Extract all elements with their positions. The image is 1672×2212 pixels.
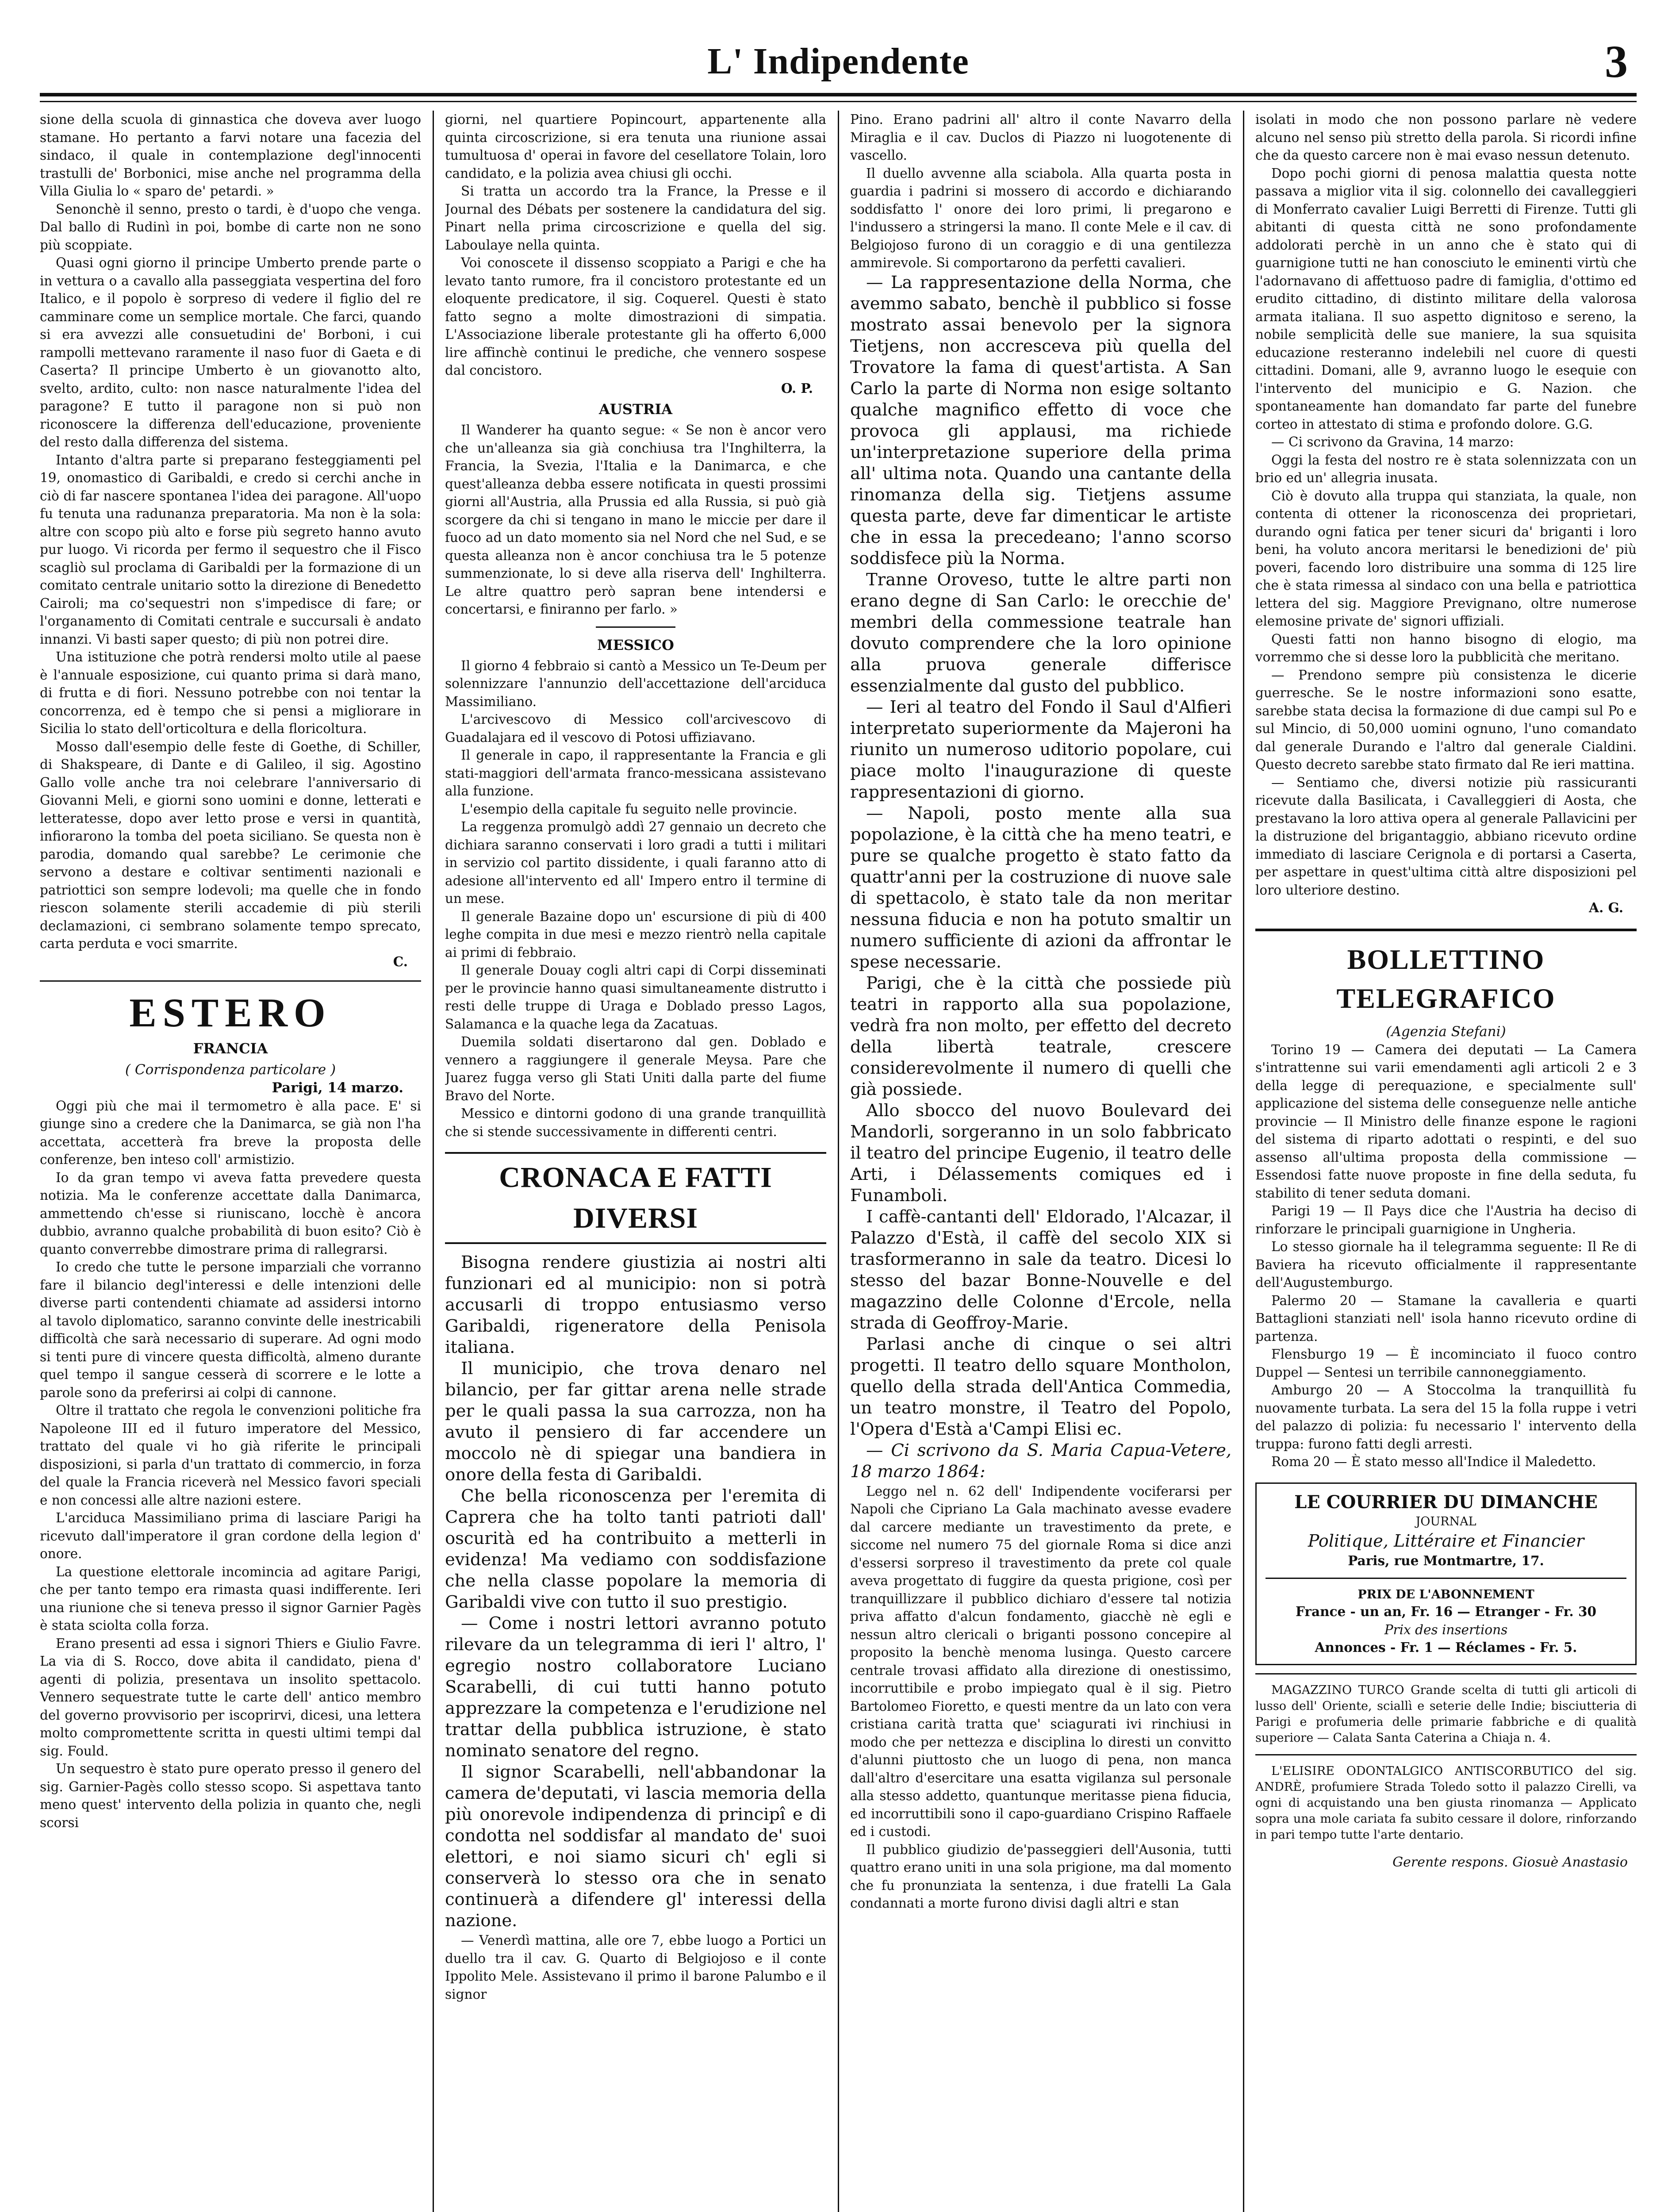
paragraph: L'arcivescovo di Messico coll'arcivescovo di Guadalajara ed il vescovo di Potosi uffiziavano.	[445, 712, 826, 745]
paragraph: I caffè-cantanti dell' Eldorado, l'Alcazar, il Palazzo d'Està, il caffè del secolo XIX si trasformeranno in sale da teatro. Dicesi lo stesso del bazar Bonne-Nouvelle e del magazzino delle Colonne d'Ercole, nella strada di Geoffroy-Marie.	[850, 1206, 1231, 1333]
newspaper-page	[40, 27, 1637, 2212]
paragraph: Parigi 19 — Il Pays dice che l'Austria ha deciso di rinforzare le principali guarnigione in Ungheria.	[1255, 1203, 1637, 1237]
paragraph: Si tratta un accordo tra la France, la Presse e il Journal des Débats per sostenere la candidatura del sig. Pinart nella prima circoscrizione e quella del sig. Laboulaye nella quinta.	[445, 184, 826, 253]
paragraph: Ciò è dovuto alla truppa qui stanziata, la quale, non contenta di ottener la riconoscenza dei proprietari, durando ogni fatica per tener sicuri da' briganti i loro beni, ha voluto ancora meritarsi le benedizioni de' più poveri, facendo loro distribuire una somma di 125 lire che è stata rimessa al sindaco con una bella e patriottica lettera del sig. Maggiore Prevignano, oltre numerose elemosine private de' signori uffiziali.	[1255, 488, 1637, 629]
paragraph: Duemila soldati disertarono dal gen. Doblado e vennero a raggiungere il generale Meysa. Pare che Juarez fugga verso gli Stati Uniti dalla parte del fiume Bravo del Norte.	[445, 1034, 826, 1103]
page-number: 3	[1605, 36, 1628, 87]
paragraph: Oltre il trattato che regola le convenzioni politiche fra Napoleone III ed il futuro imperatore del Messico, trattato del quale vi ho già riferite le principali disposizioni, si parla d'un trattato di commercio, in forza del quale la Francia riceverà nel Messico favori speciali e non concessi alle altre nazioni estere.	[40, 1403, 421, 1508]
paragraph: La reggenza promulgò addì 27 gennaio un decreto che dichiara saranno conservati i loro gradi a tutti i militari in servizio col partito dissidente, i quali faranno atto di adesione all'intervento ed all' Impero entro il termine di un mese.	[445, 819, 826, 906]
correspondence-note: ( Corrispondenza particolare )	[125, 1062, 336, 1078]
paragraph: — Come i nostri lettori avranno potuto rilevare da un telegramma di ieri l' altro, l' egregio nostro collaboratore Luciano Scarabelli, di cui tutti hanno potuto apprezzare la competenza e l'erudizione nel trattar della pubblica istruzione, è stato nominato senatore del regno.	[445, 1613, 826, 1761]
ad-annonces: Annonces - Fr. 1 — Réclames - Fr. 5.	[1315, 1640, 1577, 1655]
advertisement: L'ELISIRE ODONTALGICO ANTISCORBUTICO del sig. ANDRÈ, profumiere Strada Toledo sotto il palazzo Cirelli, va ogni di acquistando una ben giusta rinomanza — Applicato sopra una mole cariata fa subito cessare il dolore, rinforzando in pari tempo tutte l'arte dentario.	[1255, 1764, 1637, 1842]
paragraph: Allo sbocco del nuovo Boulevard dei Mandorli, sorgeranno in un solo fabbricato il teatro del principe Eugenio, il teatro delle Arti, i Délassements comiques ed i Funamboli.	[850, 1100, 1231, 1206]
newspaper-title: L' Indipendente	[707, 41, 969, 82]
ad-title: LE COURRIER DU DIMANCHE	[1294, 1491, 1598, 1513]
paragraph: Erano presenti ad essa i signori Thiers e Giulio Favre. La via di S. Rocco, dove abita il candidato, piena d' agenti di polizia, presentava un insolito spettacolo. Vennero sequestrate tutte le carte dell' antico membro del governo provvisorio per iscoprirvi, dicesi, una lettera molto compromettente scritta in questi ultimi tempi dal sig. Fould.	[40, 1636, 421, 1759]
paragraph: Oggi la festa del nostro re è stata solennizzata con un brio ed un' allegria inusata.	[1255, 452, 1637, 485]
ad-journal: JOURNAL	[1415, 1514, 1476, 1528]
paragraph: — Prendono sempre più consistenza le dicerie guerresche. Se le nostre informazioni sono esatte, sarebbe stata decisa la formazione di due campi sul Po e sul Mincio, di 50,000 uomini ognuno, l'uno comandato dal generale Durando e l'altro dal generale Cialdini. Questo decreto sarebbe stato firmato dal Re ieri mattina.	[1255, 667, 1637, 772]
paragraph: Quasi ogni giorno il principe Umberto prende parte o in vettura o a cavallo alla passeggiata vespertina del foro Italico, e il popolo è sorpreso di vedere il figlio del re camminare come un semplice mortale. Che farci, quando si era avvezzi alle consuetudini de' Borboni, i cui rampolli mettevano raramente il naso fuor di Gaeta e di Caserta? Il principe Umberto è un giovanotto alto, svelto, ardito, culto: non nasce naturalmente l'idea del paragone? E tutto il paragone non si può non riconoscere la differenza dell'educazione, proveniente del resto dalla differenza del sistema.	[40, 255, 421, 449]
advertisement-courrier	[1255, 1482, 1637, 1665]
paragraph: Un sequestro è stato pure operato presso il genero del sig. Garnier-Pagès collo stesso scopo. Si aspettava tanto meno quest' intervento della polizia in quanto che, negli scorsi	[40, 1761, 421, 1830]
advertisement: MAGAZZINO TURCO Grande scelta di tutti gli articoli di lusso dell' Oriente, sciallì e seterie delle Indie; bisciutteria di Parigi e profumeria delle primarie fabbriche e di qualità superiore — Calata Santa Caterina a Chiaja n. 4.	[1255, 1683, 1637, 1745]
column-2	[445, 111, 826, 2212]
section-heading-estero: ESTERO	[40, 980, 421, 1035]
agency-note: (Agenzia Stefani)	[1386, 1023, 1506, 1040]
paragraph: — Ieri al teatro del Fondo il Saul d'Alfieri interpretato superiormente da Majeroni ha riunito un numeroso uditorio popolare, cui piace molto l'inaugurazione di queste rappresentazioni di giorno.	[850, 697, 1231, 802]
paragraph: Parlasi anche di cinque o sei altri progetti. Il teatro dello square Montholon, quello della strada dell'Antica Commedia, un teatro monstre, il Teatro del Popolo, l'Opera d'Està a'Campi Elisi ec.	[850, 1334, 1231, 1439]
paragraph: — Ci scrivono da Gravina, 14 marzo:	[1271, 434, 1514, 449]
dateline: Parigi, 14 marzo.	[272, 1080, 403, 1096]
ad-price-line: France - un an, Fr. 16 — Etranger - Fr. 30	[1296, 1604, 1596, 1619]
ad-subtitle: Politique, Littéraire et Financier	[1308, 1531, 1584, 1551]
paragraph: Il municipio, che trova denaro nel bilancio, per far gittar arena nelle strade per le quali passa la sua carrozza, non ha avuto il pensiero di far accendere un moccolo nè di spiegar una bandiera in onore della festa di Garibaldi.	[445, 1359, 826, 1485]
paragraph: Tranne Oroveso, tutte le altre parti non erano degne di San Carlo: le orecchie de' membri della commessione teatrale han dovuto comprendere che la loro opinione alla pruova generale differisce essenzialmente dal gusto del pubblico.	[850, 569, 1231, 696]
paragraph: Voi conoscete il dissenso scoppiato a Parigi e che ha levato tanto rumore, fra il concistoro protestante ed un eloquente predicatore, il sig. Coquerel. Questi è stato fatto segno a molte dimostrazioni di simpatia. L'Associazione liberale protestante gli ha offerto 6,000 lire affinchè continui le prediche, che vennero sospese dal concistoro.	[445, 255, 826, 378]
paragraph: Pino. Erano padrini all' altro il conte Navarro della Miraglia e il cav. Duclos di Piazzo ni luogotenente di vascello.	[850, 112, 1231, 163]
paragraph: Il duello avvenne alla sciabola. Alla quarta posta in guardia i padrini si mossero di accordo e dichiarando soddisfatto l' onore dei loro primi, li pregarono e l'indussero a stringersi la mano. Il conte Mele e il cav. di Belgiojoso furono di un coraggio e di una gentilezza ammirevole. Si comportarono da perfetti cavalieri.	[850, 165, 1231, 270]
paragraph: — Sentiamo che, diversi notizie più rassicuranti ricevute dalla Basilicata, i Cavalleggieri di Aosta, che prestavano la loro attiva opera al generale Pallavicini per la distruzione del brigantaggio, abbiano ricevuto ordine immediato di lasciare Cerignola e di portarsi a Caserta, per aspettare in quest'ultima città altre disposizioni pel loro ulteriore destino.	[1255, 775, 1637, 898]
masthead	[40, 27, 1637, 96]
paragraph: La questione elettorale incomincia ad agitare Parigi, che per tanto tempo era rimasta quasi indifferente. Ieri una riunione che si teneva presso il signor Garnier Pagès è stata sciolta colla forza.	[40, 1564, 421, 1633]
section-heading-bollettino: BOLLETTINO TELEGRAFICO	[1255, 929, 1637, 1018]
paragraph: Il Wanderer ha quanto segue: « Se non è ancor vero che un'alleanza sia già conchiusa tra l'Inghilterra, la Francia, la Svezia, l'Italia e la Danimarca, e che quest'alleanza debba essere notificata in questi prossimi giorni all'Austria, alla Prussia ed alla Russia, si può già scorgere da chi si tengano in mano le miccie per dare il fuoco ad un dato momento sia nel Nord che nel Sud, e se questa alleanza non è ancor conchiusa tra le 5 potenze summenzionate, lo si deve alla riserva dell' Inghilterra. Le altre quattro però sapran bene intendersi e concertarsi, e finiranno per farlo. »	[445, 422, 826, 617]
columns	[40, 111, 1637, 2212]
column-divider	[433, 111, 434, 2212]
paragraph: Amburgo 20 — A Stoccolma la tranquillità fu nuovamente turbata. La sera del 15 la folla ruppe i vetri del palazzo di polizia: fu necessario l' intervento della truppa: furono fatti degli arresti.	[1255, 1382, 1637, 1452]
column-divider	[1243, 111, 1244, 2212]
masthead-rule	[40, 101, 1637, 102]
paragraph: Messico e dintorni godono di una grande tranquillità che si stende successivamente in differenti centri.	[445, 1106, 826, 1139]
column-3	[850, 111, 1231, 2212]
paragraph: Oggi più che mai il termometro è alla pace. E' si giunge sino a credere che la Danimarca, se già non l'ha accettata, accetterà fra breve la proposta delle conferenze, ben inteso coll' armistizio.	[40, 1098, 421, 1167]
paragraph: — La rappresentazione della Norma, che avemmo sabato, benchè il pubblico si fosse mostrato assai benevolo per la signora Tietjens, non accresceva più quella del Trovatore la fama di quest'artista. A San Carlo la parte di Norma non esige soltanto qualche magnifico effetto di voce che provoca gli applausi, ma richiede un'interpretazione superiore della prima all' ultima nota. Quando una cantante della rinomanza della sig. Tietjens assume questa parte, deve far dimenticar le artiste che in essa la precedeano; l'anno scorso soddisfece più la Norma.	[850, 272, 1231, 568]
paragraph: Io credo che tutte le persone imparziali che vorranno fare il bilancio degl'interessi e delle intenzioni delle diverse parti contendenti chiamate ad assidersi intorno al tavolo diplomatico, saranno convinte delle inestricabili difficoltà che sarà necessario di superare. Ad ogni modo si tenti pure di vincere questa difficoltà, almeno durante quel tempo il sangue cesserà di scorrere e le lotte a parole sono da preferirsi ai colpi di cannone.	[40, 1260, 421, 1400]
paragraph: Parigi, che è la città che possiede più teatri in rapporto alla sua popolazione, vedrà fra non molto, per effetto del decreto della libertà teatrale, crescere considerevolmente il numero di quelli che già possiede.	[850, 973, 1231, 1099]
paragraph: Leggo nel n. 62 dell' Indipendente vociferarsi per Napoli che Cipriano La Gala machinato avesse evadere dal carcere mediante un travestimento da prete, e siccome nel numero 75 del giornale Roma si dice anzi d'essersi sorpreso il travestimento da prete col quale aveva progettato di fuggire da questa prigione, così per tranquillizzare il pubblico dichiaro d'essere tal notizia priva affatto d'alcun fondamento, giacchè nè egli e nessun altro clericali o briganti possono concepire al proposito la benchè menoma lusinga. Questo carcere centrale trovasi affidato alla direzione di onestissimo, incorruttibile e probo impiegato qual è il sig. Pietro Bartolomeo Fioretto, e questi mentre da un lato con vera cristiana carità tratta que' sciagurati ivi rinchiusi in modo che per nettezza e disciplina lo diresti un convitto d'alunni piuttosto che un luogo di pena, non manca dall'altro d'esercitare una esatta vigilanza sul personale alla stesso addetto, quantunque meritasse piena fiducia, ed incorruttibili sono il capo-guardiano Crispino Raffaele ed i custodi.	[850, 1483, 1231, 1839]
paragraph: Dopo pochi giorni di penosa malattia questa notte passava a miglior vita il sig. colonnello dei cavalleggieri di Monferrato cavalier Luigi Berretti di Firenze. Tutti gli abitanti di questa città ne sono profondamente addolorati perchè in un anno che è stato qui di guarnigione tutti ne han conosciuto le eminenti virtù che l'adornavano di affettuoso padre di famiglia, d'ottimo ed erudito cittadino, di distinto militare della valorosa armata italiana. Il suo aspetto dignitoso e sereno, la nobile semplicità delle sue maniere, la sua squisita educazione resteranno indelebili nel cuore di questi cittadini. Domani, alle 9, avranno luogo le esequie con l'intervento del municipio e G. Nazion. che spontaneamente han domandato far parte del funebre corteo in attestato di stima e profondo dolore. G.G.	[1255, 165, 1637, 432]
responsible-editor: Gerente respons. Giosuè Anastasio	[1392, 1854, 1628, 1870]
paragraph: Intanto d'altra parte si preparano festeggiamenti pel 19, onomastico di Garibaldi, e credo si cerchi anche in ciò di far nascere spontanea l'idea dei paragone. All'uopo fu tenuta una radunanza preparatoria. Ma non è la sola: altre con scopo più alto e forse più segreto hanno avuto pur luogo. Vi ricorda per fermo il sequestro che il Fisco scagliò sul proclama di Garibaldi per la formazione di un comitato centrale unitario sotto la direzione di Benedetto Cairoli; ma co'sequestri non s'impedisce di fare; or l'organamento di Comitati centrale e succursali è andato innanzi. Vi basti saper questo; di più non potrei dire.	[40, 452, 421, 647]
signature: A. G.	[1589, 900, 1623, 915]
column-1	[40, 111, 421, 2212]
subheading-austria: AUSTRIA	[598, 401, 673, 418]
paragraph: Una istituzione che potrà rendersi molto utile al paese è l'annuale esposizione, cui quanto prima si darà mano, di frutta e di fiori. Nessuno potrebbe con noi tentar la concorrenza, ed è tempo che si pensi a migliorare in Sicilia lo stato dell'orticoltura e della floricoltura.	[40, 649, 421, 736]
paragraph: Il generale in capo, il rappresentante la Francia e gli stati-maggiori dell'armata franco-messicana assistevano alla funzione.	[445, 748, 826, 799]
paragraph: Il giorno 4 febbraio si cantò a Messico un Te-Deum per solennizzare l'annunzio dell'accettazione dell'arciduca Massimiliano.	[445, 658, 826, 709]
paragraph: — Venerdì mattina, alle ore 7, ebbe luogo a Portici un duello tra il cav. G. Quarto di Belgiojoso e il conte Ippolito Mele. Assistevano il primo il barone Palumbo e il signor	[445, 1933, 826, 2002]
paragraph: isolati in modo che non possono parlare nè vedere alcuno nel senso più stretto della parola. Si ricordi infine che da questo carcere non è mai evaso nessun detenuto.	[1255, 112, 1637, 163]
paragraph: Il generale Douay cogli altri capi di Corpi disseminati per le provincie hanno quasi simultaneamente distrutto i resti delle truppe di Uraga e Doblado presso Lagos, Salamanca e la quache lega da Zacatuas.	[445, 963, 826, 1032]
paragraph: sione della scuola di ginnastica che doveva aver luogo stamane. Ho pertanto a farvi notare una facezia del sindaco, il quale in contemplazione degl'innocenti trastulli de' Borbonici, mise anche nel programma della Villa Giulia lo « sparo de' petardi. »	[40, 112, 421, 199]
divider	[1255, 1673, 1637, 1674]
paragraph: Il pubblico giudizio de'passeggieri dell'Ausonia, tutti quattro erano uniti in una sola prigione, ma dal momento che fu pronunziata la sentenza, i due fratelli La Gala condannati a morte furono divisi dagli altri e stan	[850, 1842, 1231, 1911]
column-divider	[838, 111, 839, 2212]
subheading-messico: MESSICO	[597, 636, 674, 653]
ad-insertions: Prix des insertions	[1384, 1622, 1508, 1637]
section-heading-cronaca: CRONACA E FATTI DIVERSI	[445, 1152, 826, 1244]
subheading-francia: FRANCIA	[193, 1040, 268, 1057]
column-4	[1255, 111, 1637, 2212]
paragraph: giorni, nel quartiere Popincourt, appartenente alla quinta circoscrizione, si era tenuta una riunione assai tumultuosa d' operai in favore del cesellatore Tolain, loro candidato, e la polizia avea chiusi gli occhi.	[445, 112, 826, 181]
divider	[596, 626, 675, 628]
signature: C.	[393, 953, 408, 969]
paragraph: Roma 20 — È stato messo all'Indice il Maledetto.	[1271, 1454, 1596, 1469]
paragraph: Flensburgo 19 — È incominciato il fuoco contro Duppel — Sentesi un terribile cannoneggiamento.	[1255, 1347, 1637, 1380]
paragraph: L'arciduca Massimiliano prima di lasciare Parigi ha ricevuto dall'imperatore il gran cordone della legion d' onore.	[40, 1510, 421, 1561]
ad-price-heading: PRIX DE L'ABONNEMENT	[1358, 1588, 1534, 1601]
paragraph: Che bella riconoscenza per l'eremita di Caprera che ha tolto tanti patrioti dall' oscurità ed ha contribuito a metterli in evidenza! Ma vediamo con soddisfazione che nella classe popolare la memoria di Garibaldi vive con tutto il suo prestigio.	[445, 1486, 826, 1612]
paragraph: Bisogna rendere giustizia ai nostri alti funzionari ed al municipio: non si potrà accusarli di troppo entusiasmo verso Garibaldi, rigeneratore della Penisola italiana.	[445, 1252, 826, 1357]
paragraph: Il signor Scarabelli, nell'abbandonar la camera de'deputati, vi lascia memoria della più onorevole indipendenza di principî e di condotta nel soddisfar al mandato de' suoi elettori, e noi siamo sicuri ch' egli si conserverà lo stesso ora che in senato continuerà a difendere gl' interessi della nazione.	[445, 1762, 826, 1931]
paragraph: Palermo 20 — Stamane la cavalleria e quarti Battaglioni stanziati nell' isola hanno ricevuto ordine di partenza.	[1255, 1293, 1637, 1344]
paragraph: — Napoli, posto mente alla sua popolazione, è la città che ha meno teatri, e pure se qualche progetto è stato fatto da quattr'anni per la costruzione di nuove sale di spettacolo, è stato tale da non meritar nessuna fiducia e non ha potuto smaltir un numero sufficiente di azioni da affrontar le spese necessarie.	[850, 803, 1231, 972]
paragraph: Io da gran tempo vi aveva fatta prevedere questa notizia. Ma le conferenze accettate dalla Danimarca, ammettendo ch'esse si riuniscano, locchè è ancora dubbio, avranno qualche probabilità di buon esito? Ciò è quanto converrebbe dimostrare prima di rallegrarsi.	[40, 1170, 421, 1257]
signature: O. P.	[781, 380, 813, 396]
paragraph: Mosso dall'esempio delle feste di Goethe, di Schiller, di Shakspeare, di Dante e di Galileo, il sig. Agostino Gallo volle anche tra noi celebrare l'anniversario di Giovanni Meli, e giorni sono uomini e donne, letterati e letteratesse, dopo aver letto prose e versi in quantità, infiorarono la tomba del poeta siciliano. Se questa non è parodia, domando qual sarebbe? Le cerimonie che servono a destare e coltivar sentimenti nazionali e patriottici son sempre lodevoli; ma quelle che in fondo riescon solamente sterili accademie di più sterili declamazioni, ci sembrano solamente tempo sprecato, carta perduta e voci smarrite.	[40, 739, 421, 951]
paragraph: Senonchè il senno, presto o tardi, è d'uopo che venga. Dal ballo di Rudinì in poi, bombe di carte non ne sono più scoppiate.	[40, 201, 421, 253]
paragraph: Lo stesso giornale ha il telegramma seguente: Il Re di Baviera ha ricevuto officialmente il rappresentante dell'Augustemburgo.	[1255, 1239, 1637, 1290]
paragraph: — Ci scrivono da S. Maria Capua-Vetere, 18 marzo 1864:	[850, 1440, 1231, 1482]
divider	[1255, 1754, 1637, 1755]
paragraph: Questi fatti non hanno bisogno di elogio, ma vorremmo che si desse loro la pubblicità che meritano.	[1255, 631, 1637, 664]
paragraph: Torino 19 — Camera dei deputati — La Camera s'intrattenne sui varii emendamenti agli articoli 2 e 3 della legge di perequazione, e specialmente sull' applicazione del sistema delle conseguenze nelle antiche provincie — Il Ministro delle finanze espone le ragioni del sistema di riparto adottati o respinti, e del suo assenso all'ultima proposta della commissione — Essendosi fatte nuove proposte in fine della seduta, fu stabilito di tener seduta domani.	[1255, 1042, 1637, 1201]
paragraph: Il generale Bazaine dopo un' escursione di più di 400 leghe compita in due mesi e mezzo rientrò nella capitale ai primi di febbraio.	[445, 909, 826, 960]
divider	[1266, 1578, 1626, 1579]
ad-address: Paris, rue Montmartre, 17.	[1348, 1552, 1544, 1568]
paragraph: L'esempio della capitale fu seguito nelle provincie.	[461, 801, 798, 817]
